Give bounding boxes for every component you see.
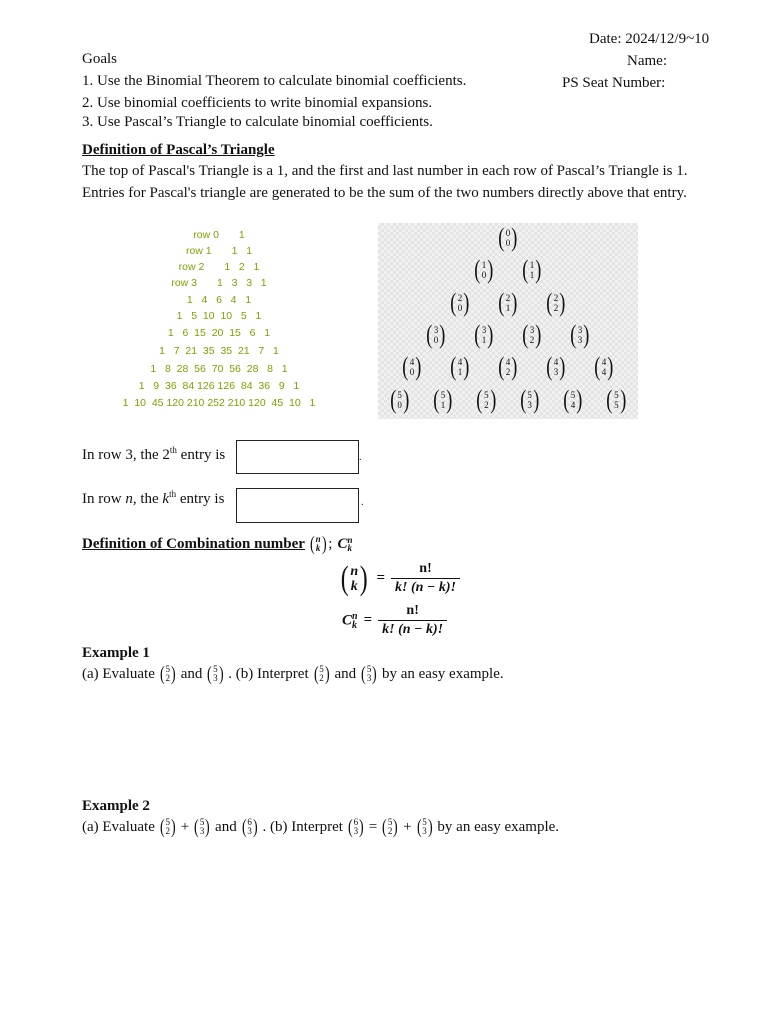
triangle-row-4: 1 4 6 4 1 (186, 294, 252, 306)
binom-2-0: ( 2 0 ) (450, 288, 470, 317)
binom-3-2: ( 3 2 ) (522, 320, 542, 349)
goal-item-1: 1. Use the Binomial Theorem to calculate binomial coefficients. (82, 73, 467, 89)
binom-5-3-ex2b: ( 5 3 ) (416, 816, 433, 838)
example-2-text: (a) Evaluate ( 5 2 ) + ( 5 3 ) and ( 6 3 ) . (b) Interpret ( 6 3 ) = ( 5 2 ) + ( 5 3 ) by an easy example. (82, 816, 560, 838)
binom-formula: ( n k ) = $\frac{n!}{k! (n - k)!}$ (338, 560, 460, 597)
binom-3-0: ( 3 0 ) (426, 320, 446, 349)
triangle-row-9: 1 9 36 84 126 126 84 36 9 1 (138, 380, 300, 392)
binom-6-3-ex2b: ( 6 3 ) (347, 816, 364, 838)
c-formula: C n k = $\frac{n!}{k! (n - k)!}$ (342, 602, 447, 639)
binom-5-0: ( 5 0 ) (390, 385, 410, 414)
question-row3-entry: In row 3, the 2th entry is (82, 445, 226, 463)
binom-2-2: ( 2 2 ) (546, 288, 566, 317)
triangle-row-2: row 2 1 2 1 (178, 261, 260, 273)
answer-box-rown-period: . (361, 497, 364, 508)
triangle-row-8: 1 8 28 56 70 56 28 8 1 (150, 363, 288, 375)
name-label: Name: (627, 53, 667, 69)
c-fraction: $\frac{n!}{k! (n - k)!}$ (378, 602, 447, 639)
seat-number-label: PS Seat Number: (562, 75, 666, 91)
triangle-row-10: 1 10 45 120 210 252 210 120 45 10 1 (122, 397, 316, 409)
binom-4-0: ( 4 0 ) (402, 352, 422, 381)
binom-0-0: ( 0 0 ) (498, 223, 518, 252)
binom-5-3-ex2a: ( 5 3 ) (194, 816, 211, 838)
triangle-row-3: row 3 1 3 3 1 (171, 277, 267, 289)
example-1-title: Example 1 (82, 645, 150, 661)
binom-4-2: ( 4 2 ) (498, 352, 518, 381)
answer-box-rown[interactable] (236, 488, 359, 523)
binom-5-1: ( 5 1 ) (433, 385, 453, 414)
binom-n-k: ( n k ) (309, 533, 327, 555)
binom-5-4: ( 5 4 ) (563, 385, 583, 414)
binom-5-2-ex1a: ( 5 2 ) (159, 663, 176, 685)
binom-5-2: ( 5 2 ) (476, 385, 496, 414)
binom-5-3-ex1b: ( 5 3 ) (361, 663, 377, 685)
binom-1-1: ( 1 1 ) (522, 255, 542, 284)
question-rown-entry: In row n, the $k^{th}$ entry is (82, 489, 225, 507)
binom-5-5: ( 5 5 ) (606, 385, 626, 414)
triangle-row-5: 1 5 10 10 5 1 (176, 310, 262, 322)
binom-5-3-ex1a: ( 5 3 ) (207, 663, 224, 685)
combination-definition-heading: Definition of Combination number ( n k ) ; C n k (82, 533, 353, 555)
c-n-k-symbol: C n k (337, 535, 353, 554)
answer-box-row3-period: . (359, 452, 362, 463)
binom-3-3: ( 3 3 ) (570, 320, 590, 349)
binom-n-k-large: ( n k ) (340, 559, 368, 597)
goals-title: Goals (82, 51, 117, 67)
triangle-row-7: 1 7 21 35 35 21 7 1 (159, 345, 279, 357)
goal-item-2: 2. Use binomial coefficients to write binomial expansions. (82, 95, 433, 111)
binom-5-3: ( 5 3 ) (520, 385, 540, 414)
binom-5-2-ex1b: ( 5 2 ) (313, 663, 330, 685)
binom-2-1: ( 2 1 ) (498, 288, 518, 317)
triangle-row-1: row 1 1 1 (185, 245, 253, 257)
example-1-text: (a) Evaluate ( 5 2 ) and ( 5 3 ) . (b) Interpret ( 5 2 ) and ( 5 3 ) by an easy example. (82, 663, 504, 685)
date-label: Date: 2024/12/9~10 (589, 31, 710, 47)
binom-fraction: $\frac{n!}{k! (n - k)!}$ (391, 560, 460, 597)
binomial-coefficient-triangle (378, 223, 638, 419)
triangle-row-6: 1 6 15 20 15 6 1 (167, 327, 271, 339)
pascal-triangle-numbers (96, 224, 342, 416)
example-2-title: Example 2 (82, 798, 150, 814)
binom-3-1: ( 3 1 ) (474, 320, 494, 349)
binom-6-3-ex2a: ( 6 3 ) (241, 816, 258, 838)
binom-4-4: ( 4 4 ) (594, 352, 614, 381)
binom-5-2-ex2b: ( 5 2 ) (382, 816, 399, 838)
binom-4-1: ( 4 1 ) (450, 352, 470, 381)
goal-item-3: 3. Use Pascal’s Triangle to calculate binomial coefficients. (82, 114, 433, 130)
pascal-definition-heading: Definition of Pascal’s Triangle (82, 142, 275, 158)
pascal-definition-line-1: The top of Pascal's Triangle is a 1, and the first and last number in each row of Pascal’s Triangle is 1. (82, 163, 688, 179)
answer-box-row3[interactable] (236, 440, 359, 474)
binom-1-0: ( 1 0 ) (474, 255, 494, 284)
c-n-k-large: C n k (342, 610, 358, 631)
triangle-row-0: row 0 1 (193, 229, 245, 241)
binom-4-3: ( 4 3 ) (546, 352, 566, 381)
binom-5-2-ex2a: ( 5 2 ) (159, 816, 176, 838)
pascal-definition-line-2: Entries for Pascal's triangle are generated to be the sum of the two numbers directly above that entry. (82, 185, 687, 201)
